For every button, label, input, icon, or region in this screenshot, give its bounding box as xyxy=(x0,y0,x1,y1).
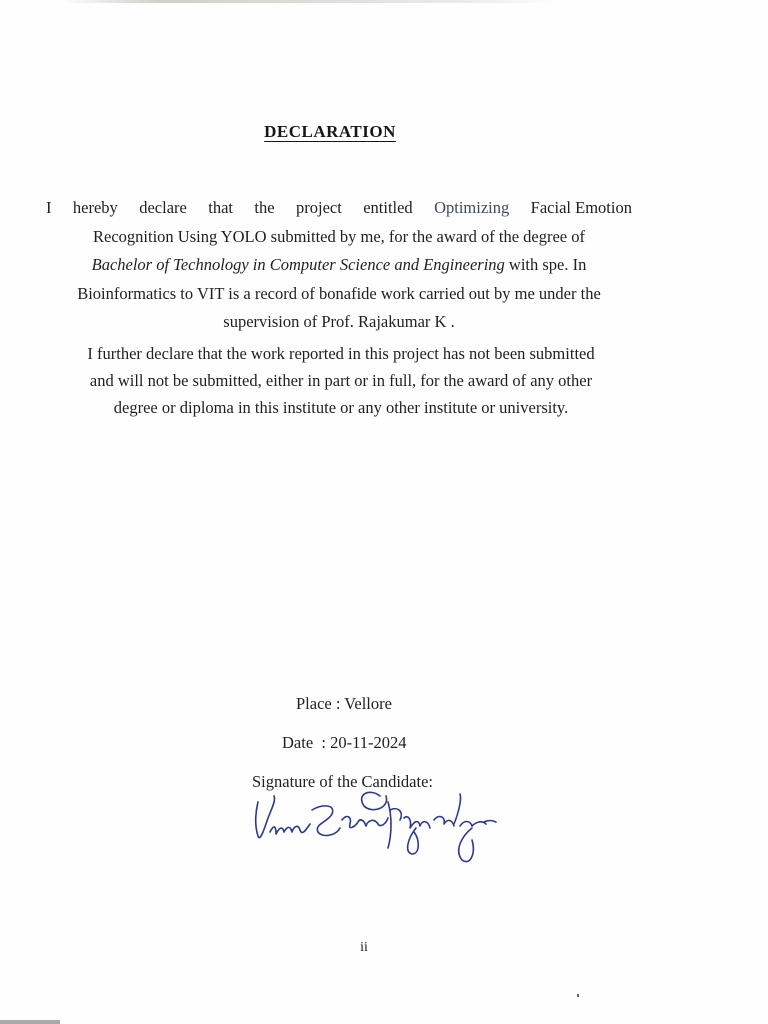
page-title: DECLARATION xyxy=(264,122,396,141)
paragraph-line: I further declare that the work reported in this project has not been submitted xyxy=(87,344,595,363)
paragraph-line: Bioinformatics to VIT is a record of bonafide work carried out by me under the xyxy=(77,283,601,303)
scan-top-edge xyxy=(60,0,560,3)
paragraph-line: supervision of Prof. Rajakumar K . xyxy=(223,312,455,331)
paragraph-line xyxy=(46,251,632,280)
word: that xyxy=(208,198,233,217)
date-value: 20-11-2024 xyxy=(330,733,407,752)
degree-name: Bachelor of Technology in Computer Science and Engineering xyxy=(91,255,505,274)
handwritten-signature-icon xyxy=(240,780,500,870)
place-value: Vellore xyxy=(344,694,392,713)
scan-speck xyxy=(577,994,579,997)
project-title-highlight: Optimizing xyxy=(434,198,510,217)
signature-label: Signature of the Candidate: xyxy=(252,772,433,791)
project-title-part: Facial Emotion xyxy=(530,198,632,217)
word: entitled xyxy=(363,198,413,217)
paragraph-line xyxy=(46,194,632,223)
paragraph-line: Recognition Using YOLO submitted by me, for the award of the degree of xyxy=(93,226,585,246)
word: declare xyxy=(139,198,187,217)
page-number: ii xyxy=(360,940,368,955)
word: I xyxy=(46,198,52,217)
date-line: Date : 20-11-2024 xyxy=(282,733,407,752)
date-label: Date xyxy=(282,733,314,752)
word: the xyxy=(254,198,275,217)
declaration-paragraph-2 xyxy=(46,340,636,421)
word: project xyxy=(295,198,342,217)
place-line: Place : Vellore xyxy=(296,694,392,713)
scan-bottom-edge xyxy=(0,1020,60,1024)
paragraph-line: and will not be submitted, either in part or in full, for the award of any other xyxy=(89,371,593,390)
declaration-paragraph-1 xyxy=(46,194,632,337)
word: hereby xyxy=(72,198,118,217)
specialization-text: with spe. In xyxy=(508,255,587,274)
place-label: Place xyxy=(296,694,332,713)
paragraph-line: degree or diploma in this institute or any other institute or university. xyxy=(113,398,569,417)
